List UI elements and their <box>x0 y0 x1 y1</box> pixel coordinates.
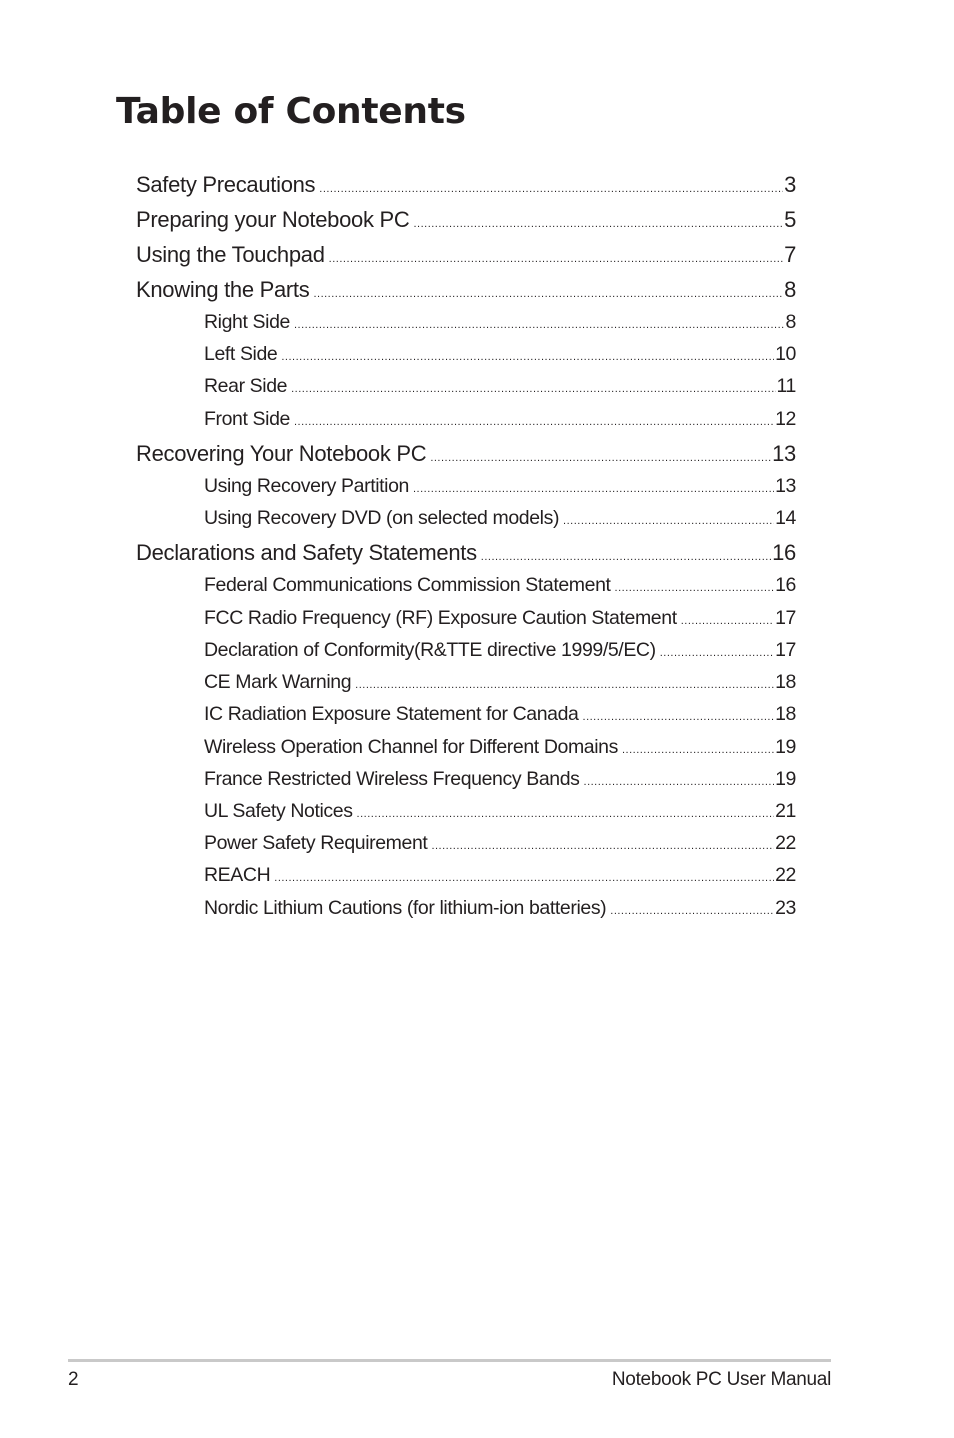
toc-entry[interactable] <box>204 607 796 635</box>
toc-entry-page-number: 16 <box>775 574 796 596</box>
toc-entry-label: FCC Radio Frequency (RF) Exposure Caution Statement <box>204 607 677 629</box>
toc-entry-page-number: 18 <box>775 703 796 725</box>
toc-entry[interactable] <box>136 277 796 307</box>
dot-leader <box>294 416 774 428</box>
dot-leader <box>615 582 775 594</box>
toc-entry-page-number: 16 <box>772 540 796 565</box>
toc-entry-label: Declaration of Conformity(R&TTE directive 1999/5/EC) <box>204 639 656 661</box>
toc-entry[interactable] <box>204 311 796 339</box>
toc-entry-page-number: 10 <box>775 343 796 365</box>
toc-entry[interactable] <box>204 768 796 796</box>
toc-entry-label: Right Side <box>204 311 290 333</box>
toc-entry[interactable] <box>204 736 796 764</box>
toc-entry-label: Front Side <box>204 408 290 430</box>
toc-entry-label: REACH <box>204 864 271 886</box>
toc-entry-page-number: 14 <box>775 507 796 529</box>
dot-leader <box>431 840 774 852</box>
toc-entry[interactable] <box>204 864 796 892</box>
toc-entry-page-number: 18 <box>775 671 796 693</box>
dot-leader <box>430 452 771 464</box>
footer-divider <box>68 1359 831 1362</box>
toc-entry-page-number: 19 <box>775 736 796 758</box>
toc-entry[interactable] <box>204 507 796 535</box>
toc-entry-page-number: 13 <box>775 475 796 497</box>
toc-entry[interactable] <box>204 639 796 667</box>
dot-leader <box>329 253 783 265</box>
toc-entry-page-number: 23 <box>775 897 796 919</box>
toc-entry[interactable] <box>204 897 796 925</box>
dot-leader <box>622 744 774 756</box>
toc-entry-page-number: 3 <box>784 172 796 197</box>
toc-entry-page-number: 17 <box>775 639 796 661</box>
dot-leader <box>274 872 774 884</box>
dot-leader <box>584 776 775 788</box>
toc-entry-label: France Restricted Wireless Frequency Bands <box>204 768 580 790</box>
toc-entry-label: Recovering Your Notebook PC <box>136 441 427 466</box>
toc-entry-page-number: 11 <box>776 375 796 397</box>
footer-page-number: 2 <box>68 1369 79 1390</box>
toc-entry-label: Federal Communications Commission Statement <box>204 574 611 596</box>
toc-entry-label: Left Side <box>204 343 278 365</box>
toc-entry[interactable] <box>204 671 796 699</box>
toc-entry[interactable] <box>204 703 796 731</box>
toc-entry[interactable] <box>136 540 796 570</box>
dot-leader <box>355 679 774 691</box>
toc-entry-label: CE Mark Warning <box>204 671 352 693</box>
toc-entry-label: Wireless Operation Channel for Different Domains <box>204 736 618 758</box>
toc-entry-page-number: 7 <box>784 242 796 267</box>
toc-entry-page-number: 12 <box>775 408 796 430</box>
toc-entry[interactable] <box>136 207 796 237</box>
dot-leader <box>413 483 774 495</box>
footer-manual-title: Notebook PC User Manual <box>611 1369 831 1390</box>
toc-entry-label: Safety Precautions <box>136 172 316 197</box>
toc-entry-label: UL Safety Notices <box>204 800 353 822</box>
dot-leader <box>291 383 775 395</box>
toc-entry[interactable] <box>136 172 796 202</box>
toc-entry[interactable] <box>136 441 796 471</box>
dot-leader <box>481 551 771 563</box>
toc-entry-label: IC Radiation Exposure Statement for Canada <box>204 703 579 725</box>
dot-leader <box>583 711 775 723</box>
toc-entry-label: Using Recovery DVD (on selected models) <box>204 507 560 529</box>
toc-entry-page-number: 21 <box>775 800 796 822</box>
dot-leader <box>563 515 774 527</box>
toc-entry-label: Preparing your Notebook PC <box>136 207 410 232</box>
toc-entry-page-number: 22 <box>775 832 796 854</box>
toc-entry[interactable] <box>204 343 796 371</box>
toc-entry-page-number: 5 <box>784 207 796 232</box>
toc-entry[interactable] <box>204 800 796 828</box>
page-title: Table of Contents <box>116 91 466 132</box>
toc-entry-label: Using the Touchpad <box>136 242 325 267</box>
dot-leader <box>357 808 775 820</box>
toc-entry-page-number: 22 <box>775 864 796 886</box>
toc-entry-page-number: 13 <box>772 441 796 466</box>
dot-leader <box>681 615 774 627</box>
toc-entry-page-number: 8 <box>785 311 796 333</box>
toc-entry-label: Declarations and Safety Statements <box>136 540 477 565</box>
toc-entry[interactable] <box>204 408 796 436</box>
toc-entry-label: Using Recovery Partition <box>204 475 409 497</box>
dot-leader <box>610 905 774 917</box>
toc-entry-page-number: 17 <box>775 607 796 629</box>
dot-leader <box>281 351 774 363</box>
toc-entry-page-number: 19 <box>775 768 796 790</box>
toc-entry-label: Rear Side <box>204 375 288 397</box>
toc-entry[interactable] <box>204 475 796 503</box>
dot-leader <box>294 319 785 331</box>
toc-entry-page-number: 8 <box>784 277 796 302</box>
toc-entry[interactable] <box>204 574 796 602</box>
toc-entry[interactable] <box>204 832 796 860</box>
dot-leader <box>313 288 783 300</box>
toc-entry[interactable] <box>136 242 796 272</box>
toc-entry-label: Power Safety Requirement <box>204 832 428 854</box>
toc-entry[interactable] <box>204 375 796 403</box>
toc-entry-label: Nordic Lithium Cautions (for lithium-ion batteries) <box>204 897 607 919</box>
dot-leader <box>413 218 783 230</box>
toc-entry-label: Knowing the Parts <box>136 277 310 302</box>
dot-leader <box>660 647 774 659</box>
dot-leader <box>319 183 783 195</box>
